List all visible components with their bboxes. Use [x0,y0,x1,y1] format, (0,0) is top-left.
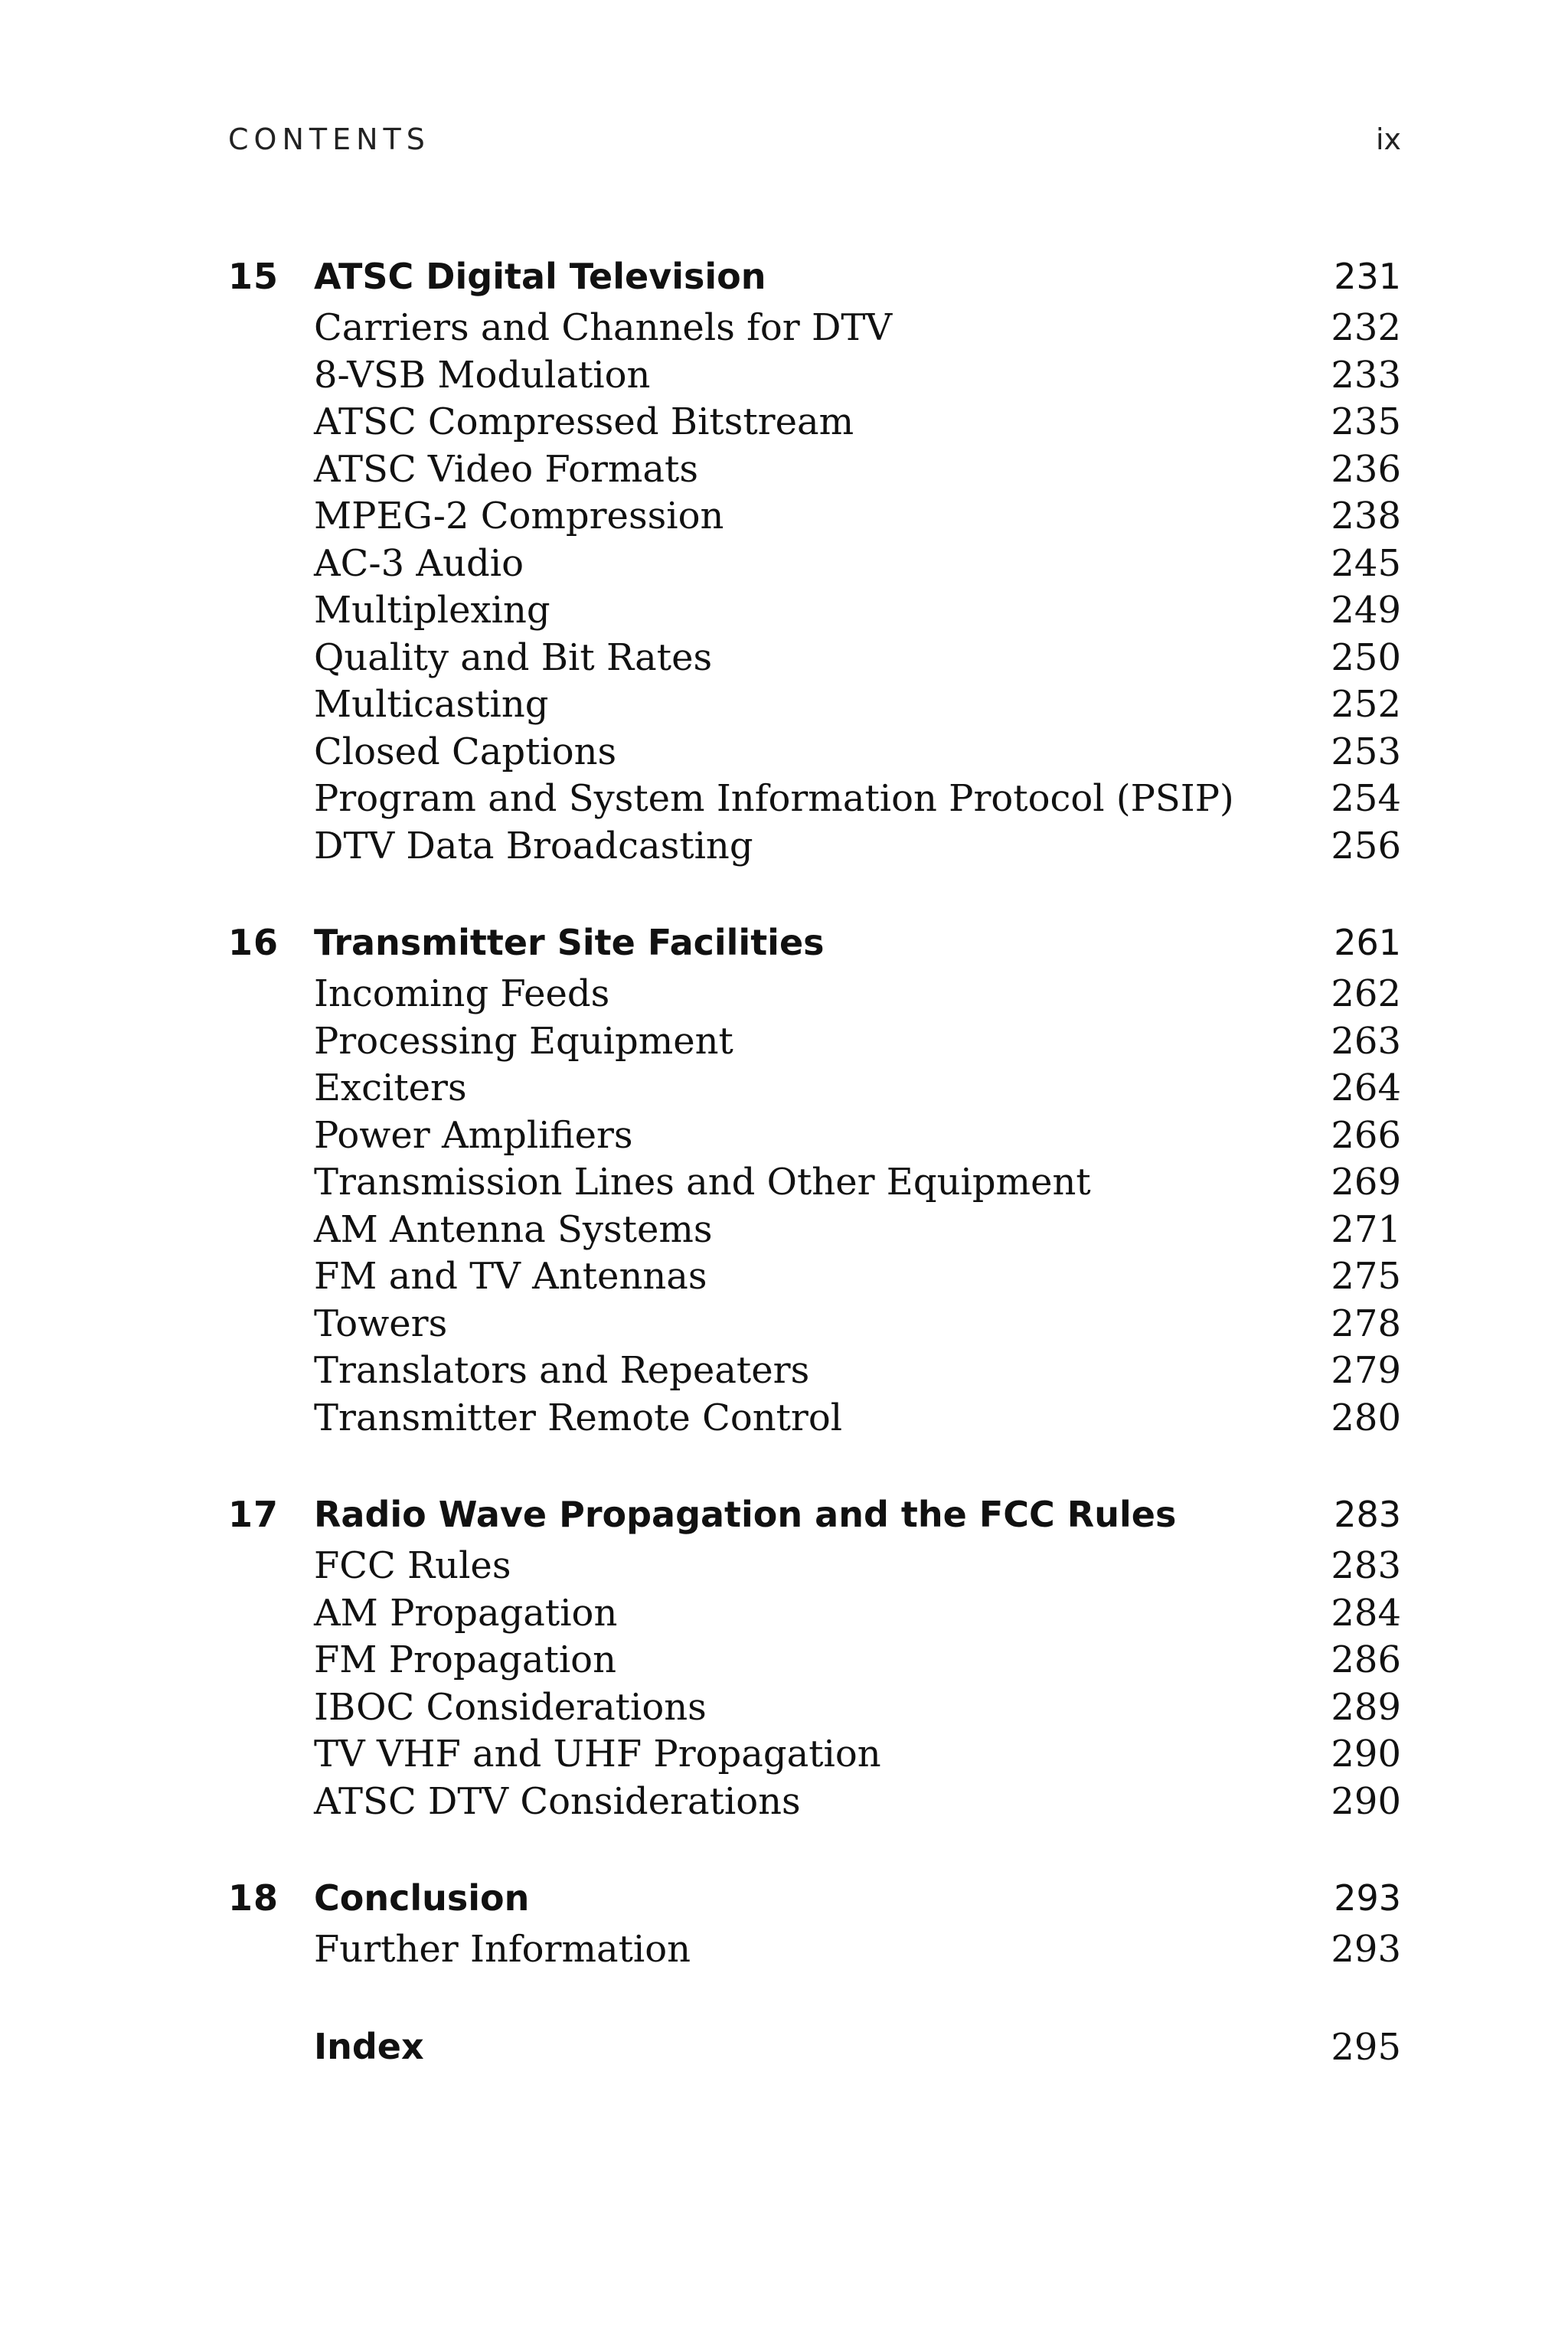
chapter-heading[interactable] [228,1874,1401,1928]
toc-section-entry[interactable] [228,972,1401,1020]
section-title: Quality and Bit Rates [314,635,713,679]
section-title: Multiplexing [314,589,550,632]
chapter-heading[interactable] [228,919,1401,972]
section-title: FM Propagation [314,1638,616,1681]
section-title: Closed Captions [314,730,617,773]
section-page-number: 262 [1331,972,1401,1015]
toc-section-entry[interactable] [228,1396,1401,1444]
chapter-title: Transmitter Site Facilities [314,922,825,963]
running-head: CONTENTS [228,122,430,156]
toc-section-entry[interactable] [228,354,1401,401]
toc-section-entry[interactable] [228,448,1401,495]
section-title: Processing Equipment [314,1019,733,1063]
toc-section-entry[interactable] [228,1780,1401,1828]
chapter-heading[interactable] [228,253,1401,306]
section-title: AM Propagation [314,1591,618,1635]
section-title: Further Information [314,1928,691,1971]
table-of-contents [228,253,1401,2076]
toc-section-entry[interactable] [228,1161,1401,1208]
section-title: Transmission Lines and Other Equipment [314,1161,1091,1204]
chapter-title: ATSC Digital Television [314,256,766,297]
toc-section-entry[interactable] [228,1302,1401,1350]
chapter-block [228,919,1401,1443]
section-page-number: 278 [1331,1302,1401,1345]
chapter-title: Radio Wave Propagation and the FCC Rules [314,1494,1177,1535]
toc-section-entry[interactable] [228,1349,1401,1396]
section-title: Exciters [314,1067,467,1109]
section-page-number: 250 [1331,635,1401,679]
section-page-number: 263 [1331,1019,1401,1063]
chapter-number: 17 [228,1494,279,1535]
section-page-number: 245 [1331,541,1401,585]
section-title: Program and System Information Protocol (PSIP) [314,777,1234,820]
chapter-page-number: 231 [1334,256,1401,297]
toc-section-entry[interactable] [228,1255,1401,1302]
toc-section-entry[interactable] [228,1020,1401,1067]
toc-section-entry[interactable] [228,1592,1401,1639]
section-list [228,1928,1401,1975]
page-header [228,122,1401,161]
section-page-number: 266 [1331,1113,1401,1157]
section-page-number: 238 [1331,495,1401,537]
page-number: ix [1375,122,1401,156]
section-page-number: 264 [1331,1067,1401,1109]
section-title: Multicasting [314,683,549,726]
chapter-list [228,253,1401,1975]
section-page-number: 233 [1331,353,1401,397]
section-page-number: 280 [1331,1396,1401,1439]
toc-section-entry[interactable] [228,306,1401,354]
chapter-block [228,1491,1401,1827]
chapter-page-number: 261 [1334,922,1401,963]
section-page-number: 235 [1331,400,1401,443]
section-title: TV VHF and UHF Propagation [314,1733,881,1775]
chapter-number: 15 [228,256,279,297]
section-list [228,1544,1401,1827]
index-page-number: 295 [1331,2025,1401,2069]
section-title: Translators and Repeaters [314,1349,810,1392]
chapter-block [228,1874,1401,1975]
toc-section-entry[interactable] [228,683,1401,730]
section-page-number: 249 [1331,589,1401,632]
toc-section-entry[interactable] [228,589,1401,636]
chapter-page-number: 293 [1334,1877,1401,1919]
section-page-number: 290 [1331,1733,1401,1775]
chapter-heading[interactable] [228,1491,1401,1544]
toc-section-entry[interactable] [228,636,1401,684]
section-page-number: 286 [1331,1638,1401,1681]
section-page-number: 254 [1331,777,1401,820]
section-page-number: 252 [1331,683,1401,726]
section-title: Towers [314,1302,448,1345]
toc-section-entry[interactable] [228,825,1401,872]
toc-section-entry[interactable] [228,730,1401,778]
section-title: AC-3 Audio [314,541,524,585]
section-page-number: 279 [1331,1349,1401,1392]
toc-section-entry[interactable] [228,1114,1401,1161]
section-title: Incoming Feeds [314,972,610,1015]
toc-entry-index[interactable] [228,2023,1401,2076]
section-title: 8-VSB Modulation [314,353,651,397]
section-page-number: 256 [1331,824,1401,867]
toc-section-entry[interactable] [228,542,1401,590]
toc-section-entry[interactable] [228,1686,1401,1733]
section-page-number: 232 [1331,306,1401,349]
toc-section-entry[interactable] [228,1638,1401,1686]
section-title: DTV Data Broadcasting [314,824,753,867]
section-page-number: 293 [1331,1928,1401,1971]
toc-section-entry[interactable] [228,1208,1401,1256]
section-title: Carriers and Channels for DTV [314,306,893,349]
section-page-number: 269 [1331,1161,1401,1204]
section-title: Power Amplifiers [314,1113,633,1157]
chapter-number: 18 [228,1877,279,1919]
section-title: MPEG-2 Compression [314,495,724,537]
section-title: IBOC Considerations [314,1685,707,1729]
section-title: AM Antenna Systems [314,1207,713,1251]
section-list [228,972,1401,1443]
section-page-number: 253 [1331,730,1401,773]
section-title: ATSC Compressed Bitstream [314,400,854,443]
toc-section-entry[interactable] [228,400,1401,448]
section-title: FM and TV Antennas [314,1255,707,1298]
index-title: Index [314,2025,424,2067]
section-title: FCC Rules [314,1544,511,1587]
chapter-title: Conclusion [314,1877,530,1919]
section-page-number: 236 [1331,447,1401,491]
section-list [228,306,1401,871]
section-title: ATSC Video Formats [314,447,698,491]
section-page-number: 271 [1331,1207,1401,1251]
section-page-number: 289 [1331,1685,1401,1729]
toc-section-entry[interactable] [228,1544,1401,1592]
toc-section-entry[interactable] [228,1733,1401,1780]
section-page-number: 290 [1331,1779,1401,1823]
section-page-number: 283 [1331,1544,1401,1587]
section-page-number: 284 [1331,1591,1401,1635]
section-title: ATSC DTV Considerations [314,1779,801,1823]
section-title: Transmitter Remote Control [314,1396,843,1439]
section-page-number: 275 [1331,1255,1401,1298]
toc-section-entry[interactable] [228,777,1401,825]
toc-section-entry[interactable] [228,1067,1401,1114]
toc-section-entry[interactable] [228,495,1401,542]
chapter-block [228,253,1401,871]
chapter-page-number: 283 [1334,1494,1401,1535]
toc-section-entry[interactable] [228,1928,1401,1975]
chapter-number: 16 [228,922,279,963]
